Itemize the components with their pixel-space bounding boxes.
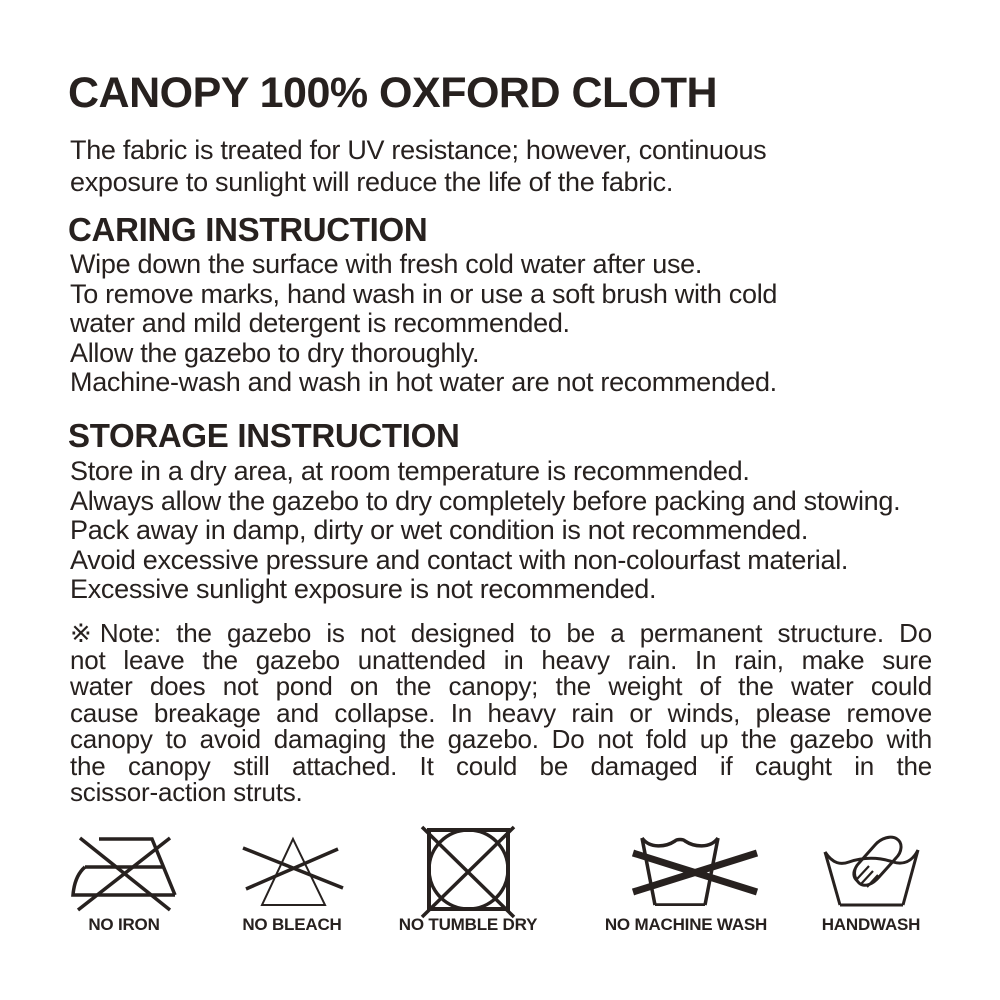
no-bleach-icon [241,836,345,907]
text-line: Wipe down the surface with fresh cold water after use. [70,249,703,279]
text-line: scissor-action struts. [70,777,303,807]
text-line: Store in a dry area, at room temperature is recommended. [70,456,750,486]
text-line: water does not pond on the canopy; the weight of the water could [70,671,932,701]
no-machine-wash-icon [628,836,760,906]
text-line: water and mild detergent is recommended. [70,308,570,338]
caring-instruction-heading: CARING INSTRUCTION [68,211,428,248]
note-paragraph [70,620,932,806]
no-tumble-dry-icon [420,825,516,919]
text-line: cause breakage and collapse. In heavy rain or winds, please remove [70,697,932,728]
page-title: CANOPY 100% OXFORD CLOTH [68,69,718,117]
care-symbol-label: HANDWASH [821,915,921,934]
text-line: Pack away in damp, dirty or wet condition is not recommended. [70,515,809,545]
text-line: Avoid excessive pressure and contact with non-colourfast material. [70,544,849,575]
storage-instruction-heading: STORAGE INSTRUCTION [68,417,460,454]
intro-paragraph [70,134,766,198]
handwash-icon [823,833,921,907]
care-symbol-label: NO TUMBLE DRY [398,915,538,934]
text-line: the canopy still attached. It could be damaged if caught in the [70,750,932,781]
text-line: Allow the gazebo to dry thoroughly. [70,337,480,368]
text-line: To remove marks, hand wash in or use a soft brush with cold [70,278,778,309]
care-symbol-label: NO BLEACH [242,915,342,934]
text-line: ※Note: the gazebo is not designed to be a permanent structure. Do [70,618,932,648]
text-line: exposure to sunlight will reduce the life of the fabric. [70,167,674,197]
no-iron-icon [70,835,177,912]
text-line: canopy to avoid damaging the gazebo. Do not fold up the gazebo with [70,724,932,754]
text-line: The fabric is treated for UV resistance; however, continuous [70,135,767,165]
storage-instruction-body [70,457,900,605]
care-symbol-label: NO IRON [88,915,160,934]
text-line: Excessive sunlight exposure is not recommended. [70,574,657,604]
text-line: Always allow the gazebo to dry completely before packing and stowing. [70,485,901,516]
care-symbol-label: NO MACHINE WASH [604,915,768,934]
text-line: not leave the gazebo unattended in heavy rain. In rain, make sure [70,644,932,675]
text-line: Machine-wash and wash in hot water are not recommended. [70,367,777,397]
caring-instruction-body [70,250,777,398]
